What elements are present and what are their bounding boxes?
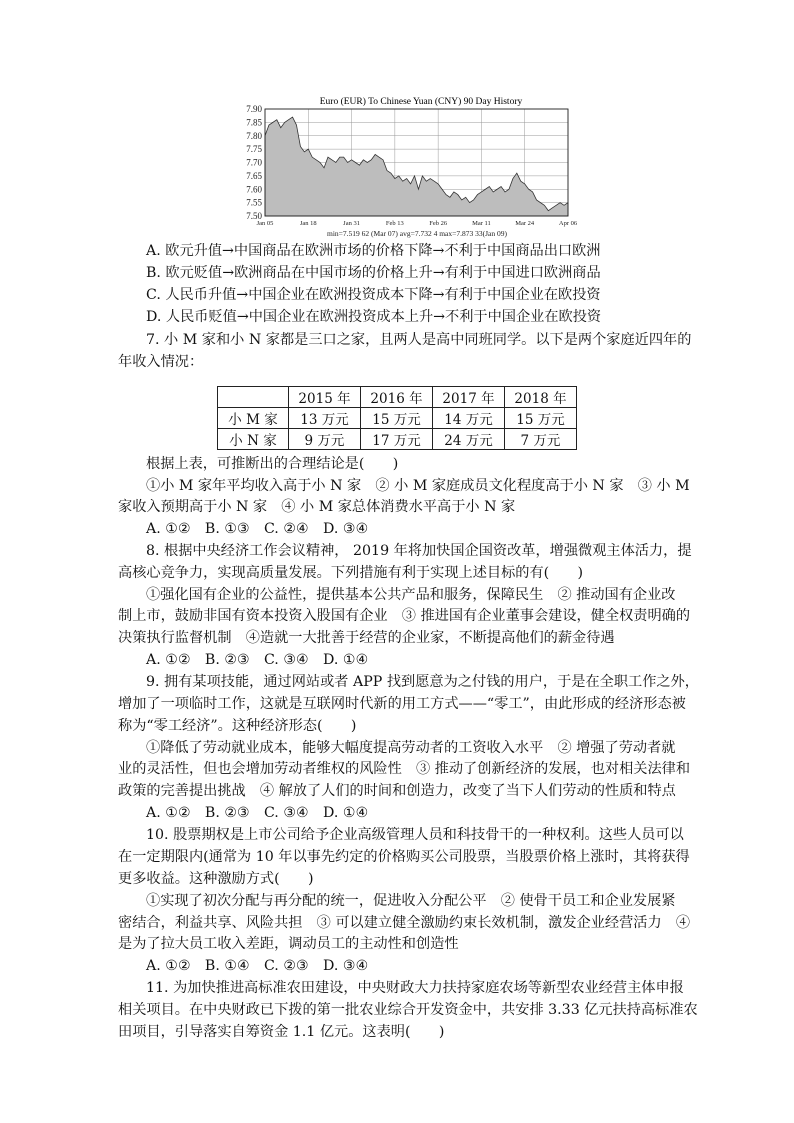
q10-line1: 10. 股票期权是上市公司给予企业高级管理人员和科技骨干的一种权利。这些人员可以	[146, 827, 684, 843]
q10-line6: 是为了拉大员工收入差距，调动员工的主动性和创造性	[118, 936, 459, 952]
y-tick-label: 7.50	[246, 211, 262, 221]
table-row	[218, 429, 577, 450]
q11-line2: 相关项目。在中央财政已下拨的第一批农业综合开发资金中，共安排 3.33 亿元扶持高标准农	[118, 1002, 698, 1018]
q6-option-a: A. 欧元升值→中国商品在欧洲市场的价格下降→不利于中国商品出口欧洲	[146, 243, 601, 259]
chart-title: Euro (EUR) To Chinese Yuan (CNY) 90 Day History	[319, 97, 523, 107]
table-cell: 14 万元	[433, 408, 505, 429]
y-tick-label: 7.85	[246, 117, 262, 128]
rate-area	[265, 117, 568, 216]
x-tick-label: Apr 06	[558, 220, 578, 227]
table-cell: 9 万元	[289, 429, 361, 450]
q6-option-d: D. 人民币贬值→中国企业在欧洲投资成本上升→不利于中国企业在欧投资	[146, 309, 602, 325]
q10-line5: 密结合，利益共享、风险共担 ③ 可以建立健全激励约束长效机制，激发企业经营活力 ④	[118, 915, 691, 931]
x-tick-label: Feb 13	[385, 220, 404, 227]
x-tick-label: Mar 24	[515, 220, 535, 227]
table-cell: 7 万元	[505, 429, 577, 450]
x-tick-label: Mar 11	[472, 220, 491, 227]
q10-line4: ①实现了初次分配与再分配的统一，促进收入分配公平 ② 使骨干员工和企业发展紧	[146, 893, 676, 909]
y-tick-label: 7.90	[246, 104, 262, 114]
x-tick-label: Jan 18	[299, 220, 317, 227]
table-cell: 17 万元	[361, 429, 433, 450]
exchange-rate-chart	[241, 93, 578, 238]
q9-line5: 业的灵活性，但也会增加劳动者维权的风险性 ③ 推动了创新经济的发展，也对相关法律和	[118, 761, 691, 777]
q11-line3: 田项目，引导落实自筹资金 1.1 亿元。这表明( )	[118, 1024, 445, 1040]
y-tick-label: 7.80	[246, 130, 262, 141]
q8-line4: 制上市，鼓励非国有资本投资入股国有企业 ③ 推进国有企业董事会建设，健全权责明确的	[118, 608, 691, 624]
income-table	[217, 386, 577, 450]
q7-prompt: 根据上表，可推断出的合理结论是( )	[146, 456, 399, 472]
q10-options: A. ①② B. ①④ C. ②③ D. ③④	[146, 958, 369, 974]
table-header-cell: 2018 年	[505, 387, 577, 408]
q9-line6: 政策的完善提出挑战 ④ 解放了人们的时间和创造力，改变了当下人们劳动的性质和特点	[118, 783, 676, 799]
x-tick-label: Jan 31	[343, 220, 360, 227]
x-tick-label: Feb 26	[429, 220, 448, 227]
y-tick-label: 7.65	[246, 170, 262, 181]
x-tick-label: Jan 05	[256, 220, 274, 227]
table-cell: 13 万元	[289, 408, 361, 429]
table-cell: 24 万元	[433, 429, 505, 450]
q9-line1: 9. 拥有某项技能，通过网站或者 APP 找到愿意为之付钱的用户，于是在全职工作之外，	[146, 674, 699, 690]
q7-options: A. ①② B. ①③ C. ②④ D. ③④	[146, 521, 369, 537]
table-header-cell: 2016 年	[361, 387, 433, 408]
table-cell: 小 N 家	[218, 429, 289, 450]
table-cell: 小 M 家	[218, 408, 289, 429]
q10-line2: 在一定期限内(通常为 10 年以事先约定的价格购买公司股票，当股票价格上涨时，其将获得	[118, 849, 690, 865]
q8-options: A. ①② B. ②③ C. ③④ D. ①④	[146, 652, 369, 668]
chart-svg	[241, 93, 578, 238]
q6-option-c: C. 人民币升值→中国企业在欧洲投资成本下降→有利于中国企业在欧投资	[146, 287, 601, 303]
table-row	[218, 408, 577, 429]
q8-line5: 决策执行监督机制 ④造就一大批善于经营的企业家，不断提高他们的薪金待遇	[118, 630, 615, 646]
y-tick-label: 7.60	[246, 184, 262, 195]
table-header-row	[218, 387, 577, 408]
y-tick-label: 7.55	[246, 197, 262, 208]
q9-options: A. ①② B. ②③ C. ③④ D. ①④	[146, 805, 369, 821]
q7-items-line2: 家收入预期高于小 N 家 ④ 小 M 家总体消费水平高于小 N 家	[118, 499, 516, 515]
table-cell: 15 万元	[505, 408, 577, 429]
q7-stem-line2: 年收入情况：	[118, 354, 204, 370]
y-tick-label: 7.75	[246, 144, 262, 155]
q11-line1: 11. 为加快推进高标准农田建设，中央财政大力扶持家庭农场等新型农业经营主体申报	[146, 980, 684, 996]
y-tick-label: 7.70	[246, 157, 262, 168]
q8-line2: 高核心竞争力，实现高质量发展。下列措施有利于实现上述目标的有( )	[118, 565, 584, 581]
q8-line3: ①强化国有企业的公益性，提供基本公共产品和服务，保障民生 ② 推动国有企业改	[146, 587, 676, 603]
q8-line1: 8. 根据中央经济工作会议精神， 2019 年将加快国企国资改革，增强微观主体活力，提	[146, 543, 692, 559]
table-cell: 15 万元	[361, 408, 433, 429]
q6-option-b: B. 欧元贬值→欧洲商品在中国市场的价格上升→有利于中国进口欧洲商品	[146, 265, 601, 281]
table-header-cell: 2015 年	[289, 387, 361, 408]
q9-line4: ①降低了劳动就业成本，能够大幅度提高劳动者的工资收入水平 ② 增强了劳动者就	[146, 740, 676, 756]
table-header-cell	[218, 387, 289, 408]
q7-stem-line1: 7. 小 M 家和小 N 家都是三口之家，且两人是高中同班同学。以下是两个家庭近四年的	[146, 332, 692, 348]
q7-items-line1: ①小 M 家年平均收入高于小 N 家 ② 小 M 家庭成员文化程度高于小 N 家 ③ 小 M	[146, 478, 690, 494]
table-header-cell: 2017 年	[433, 387, 505, 408]
q9-line2: 增加了一项临时工作，这就是互联网时代新的用工方式——“零工”，由此形成的经济形态被	[118, 696, 686, 712]
q10-line3: 更多收益。这种激励方式( )	[118, 871, 314, 887]
q9-line3: 称为“零工经济”。这种经济形态( )	[118, 718, 357, 734]
chart-footer: min=7.519 62 (Mar 07) avg=7.732 4 max=7.873 33(Jan 09)	[327, 229, 507, 238]
